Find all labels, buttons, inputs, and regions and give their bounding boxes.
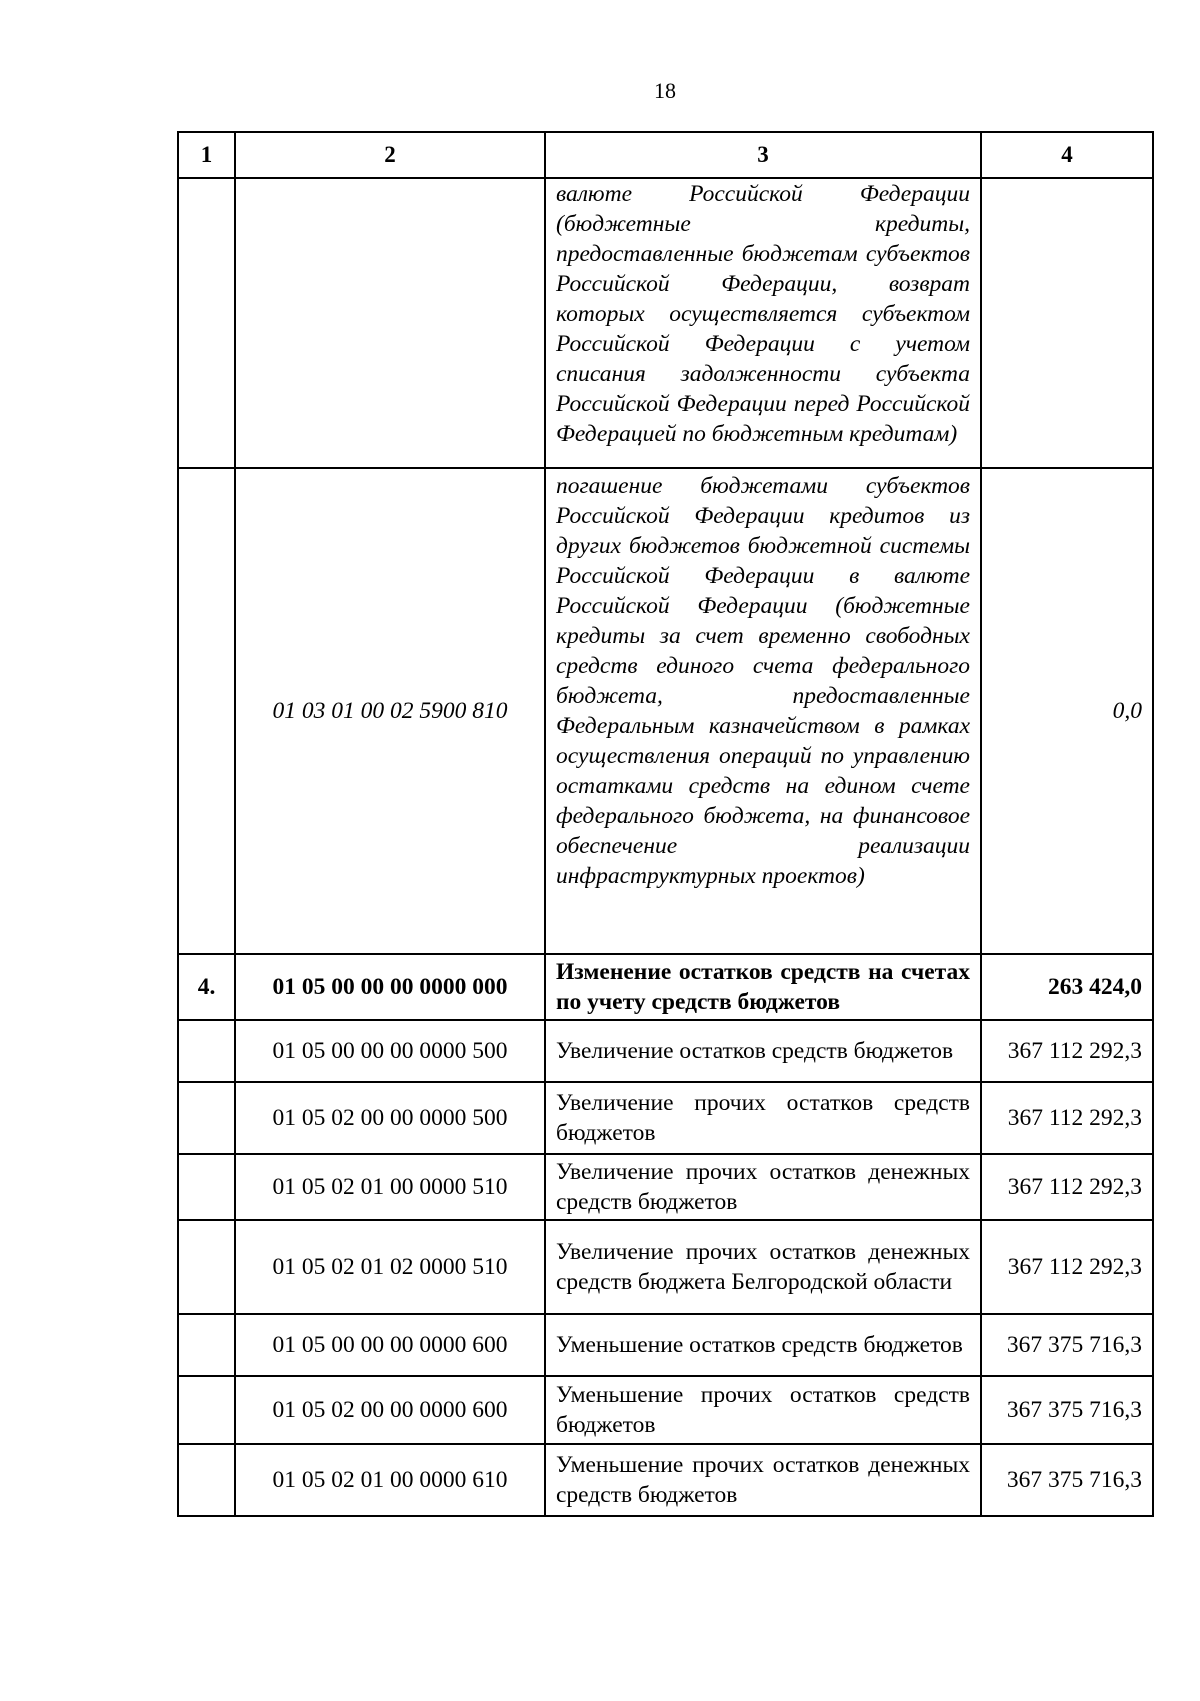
- budget-sources-table: [177, 131, 1154, 1517]
- row-description: Уменьшение прочих остатков средств бюджетов: [545, 1376, 981, 1444]
- table-row: [178, 1220, 1153, 1314]
- budget-code: 01 05 02 01 00 0000 510: [235, 1154, 545, 1220]
- budget-code: 01 05 00 00 00 0000 500: [235, 1020, 545, 1082]
- budget-code: [235, 178, 545, 468]
- row-description: Изменение остатков средств на счетах по учету средств бюджетов: [545, 954, 981, 1020]
- row-number: [178, 1220, 235, 1314]
- column-header-3: 3: [545, 132, 981, 178]
- row-number: [178, 1444, 235, 1516]
- row-amount: 367 375 716,3: [981, 1444, 1153, 1516]
- budget-code: 01 05 02 01 02 0000 510: [235, 1220, 545, 1314]
- row-description: Увеличение прочих остатков денежных средств бюджета Белгородской области: [545, 1220, 981, 1314]
- table-header-row: [178, 132, 1153, 178]
- row-description: Увеличение прочих остатков средств бюджетов: [545, 1082, 981, 1154]
- row-number: [178, 1082, 235, 1154]
- table-row: [178, 1376, 1153, 1444]
- budget-code: 01 05 02 00 00 0000 600: [235, 1376, 545, 1444]
- row-number: 4.: [178, 954, 235, 1020]
- table-row: [178, 1444, 1153, 1516]
- budget-code: 01 05 02 00 00 0000 500: [235, 1082, 545, 1154]
- row-amount: 367 112 292,3: [981, 1154, 1153, 1220]
- row-amount: 367 112 292,3: [981, 1020, 1153, 1082]
- table-row: [178, 1314, 1153, 1376]
- row-number: [178, 1020, 235, 1082]
- table-row: [178, 954, 1153, 1020]
- page-number: 18: [654, 78, 676, 103]
- row-description: Уменьшение остатков средств бюджетов: [545, 1314, 981, 1376]
- column-header-4: 4: [981, 132, 1153, 178]
- row-description: Увеличение прочих остатков денежных средств бюджетов: [545, 1154, 981, 1220]
- row-amount: 0,0: [981, 468, 1153, 954]
- table-row: [178, 1020, 1153, 1082]
- row-number: [178, 1376, 235, 1444]
- budget-code: 01 05 00 00 00 0000 600: [235, 1314, 545, 1376]
- row-description: Увеличение остатков средств бюджетов: [545, 1020, 981, 1082]
- column-header-2: 2: [235, 132, 545, 178]
- row-amount: [981, 178, 1153, 468]
- row-description: валюте Российской Федерации (бюджетные кредиты, предоставленные бюджетам субъектов Российской Федерации, возврат которых осуществляется субъектом Российской Федерации с учетом списания задолженности субъекта Российской Федерации перед Российской Федерацией по бюджетным кредитам): [545, 178, 981, 468]
- row-amount: 367 112 292,3: [981, 1220, 1153, 1314]
- row-amount: 367 112 292,3: [981, 1082, 1153, 1154]
- row-description: погашение бюджетами субъектов Российской Федерации кредитов из других бюджетов бюджетной системы Российской Федерации в валюте Российской Федерации (бюджетные кредиты за счет временно свободных средств единого счета федерального бюджета, предоставленные Федеральным казначейством в рамках осуществления операций по управлению остатками средств на едином счете федерального бюджета, на финансовое обеспечение реализации инфраструктурных проектов): [545, 468, 981, 954]
- row-number: [178, 468, 235, 954]
- row-number: [178, 178, 235, 468]
- row-amount: 263 424,0: [981, 954, 1153, 1020]
- budget-code: 01 05 00 00 00 0000 000: [235, 954, 545, 1020]
- row-amount: 367 375 716,3: [981, 1376, 1153, 1444]
- budget-code: 01 03 01 00 02 5900 810: [235, 468, 545, 954]
- budget-code: 01 05 02 01 00 0000 610: [235, 1444, 545, 1516]
- table-row: [178, 1082, 1153, 1154]
- row-description: Уменьшение прочих остатков денежных средств бюджетов: [545, 1444, 981, 1516]
- row-amount: 367 375 716,3: [981, 1314, 1153, 1376]
- column-header-1: 1: [178, 132, 235, 178]
- table-row: [178, 178, 1153, 468]
- table-row: [178, 1154, 1153, 1220]
- row-number: [178, 1314, 235, 1376]
- table-row: [178, 468, 1153, 954]
- row-number: [178, 1154, 235, 1220]
